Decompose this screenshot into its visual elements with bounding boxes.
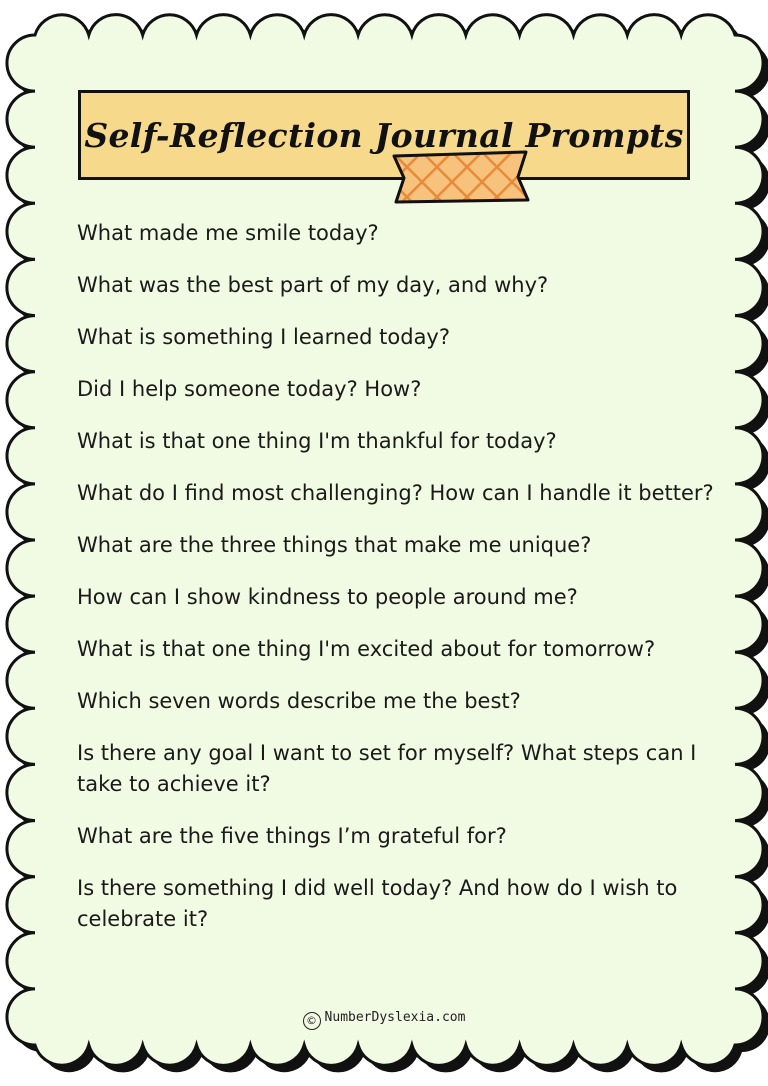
prompt-item: What is that one thing I'm excited about for tomorrow? [77, 637, 656, 661]
prompt-item: What was the best part of my day, and why? [77, 273, 549, 297]
prompt-item: Which seven words describe me the best? [77, 689, 521, 713]
prompt-item: What is something I learned today? [77, 325, 451, 349]
prompt-item: What do I find most challenging? How can I handle it better? [77, 481, 714, 505]
prompt-item: What are the three things that make me unique? [77, 533, 592, 557]
prompt-item: What are the five things I’m grateful for? [77, 824, 507, 848]
footer [0, 1010, 768, 1030]
title-box [78, 90, 690, 180]
prompt-item: Is there something I did well today? And how do I wish to celebrate it? [77, 876, 678, 931]
title-banner [78, 90, 690, 180]
copyright-icon: © [303, 1012, 321, 1030]
washi-tape-decoration [390, 150, 530, 204]
page-title: Self-Reflection Journal Prompts [84, 115, 684, 155]
prompt-list [77, 218, 717, 956]
prompt-item: Did I help someone today? How? [77, 377, 422, 401]
prompt-item: Is there any goal I want to set for myself? What steps can I take to achieve it? [77, 741, 697, 796]
prompt-item: What made me smile today? [77, 221, 379, 245]
prompt-item: What is that one thing I'm thankful for today? [77, 429, 557, 453]
footer-text: NumberDyslexia.com [324, 1010, 466, 1025]
prompt-item: How can I show kindness to people around me? [77, 585, 578, 609]
